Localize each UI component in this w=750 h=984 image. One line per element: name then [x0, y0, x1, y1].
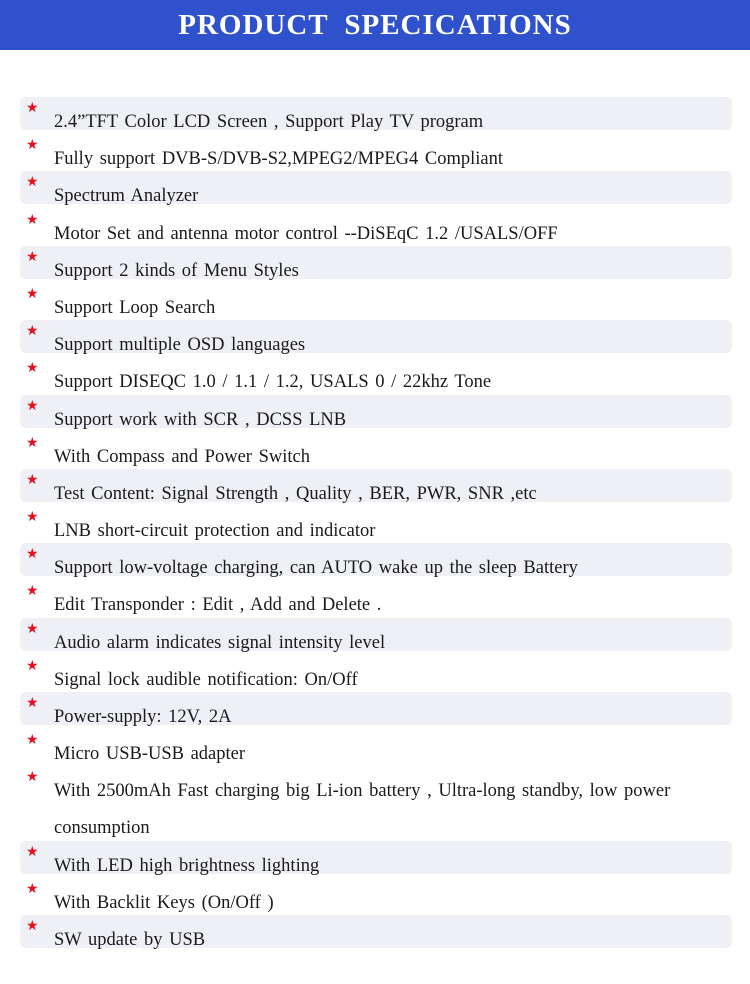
spec-text: Power-supply: 12V, 2A	[54, 707, 232, 727]
spec-item	[20, 915, 732, 948]
spec-text: SW update by USB	[54, 929, 206, 950]
star-icon: ★	[26, 880, 39, 897]
spec-item	[20, 841, 732, 874]
star-icon: ★	[26, 657, 39, 674]
spec-text: Support work with SCR , DCSS LNB	[54, 409, 347, 430]
star-icon: ★	[26, 137, 39, 154]
spec-item	[20, 209, 732, 242]
star-icon: ★	[26, 695, 39, 711]
star-icon: ★	[26, 323, 39, 340]
spec-item	[20, 171, 732, 207]
spec-item	[20, 692, 732, 725]
star-icon: ★	[26, 397, 39, 414]
spec-text: Support multiple OSD languages	[54, 335, 306, 356]
page-title: PRODUCT SPECICATIONS	[178, 8, 572, 41]
spec-item	[20, 729, 732, 765]
spec-text: Support Loop Search	[54, 297, 216, 318]
star-icon: ★	[26, 100, 39, 116]
star-icon: ★	[26, 583, 39, 600]
spec-text: With Compass and Power Switch	[54, 446, 310, 467]
star-icon: ★	[26, 285, 39, 302]
spec-item	[20, 320, 732, 356]
spec-text: Motor Set and antenna motor control --DiSEqC 1.2 /USALS/OFF	[54, 223, 558, 244]
star-icon: ★	[26, 546, 39, 563]
spec-text: 2.4”TFT Color LCD Screen , Support Play TV program	[54, 112, 484, 132]
star-icon: ★	[26, 360, 39, 377]
spec-item	[20, 543, 732, 579]
star-icon: ★	[26, 248, 39, 265]
spec-text: LNB short-circuit protection and indicator	[54, 521, 376, 542]
spec-item	[20, 766, 732, 839]
header-banner	[0, 0, 750, 50]
spec-text: With 2500mAh Fast charging big Li-ion battery , Ultra-long standby, low power consumption	[54, 781, 671, 839]
star-icon: ★	[26, 174, 39, 191]
spec-item	[20, 506, 732, 542]
spec-item	[20, 246, 732, 279]
spec-text: Support 2 kinds of Menu Styles	[54, 260, 299, 281]
star-icon: ★	[26, 620, 39, 637]
star-icon: ★	[26, 769, 39, 786]
star-icon: ★	[26, 843, 39, 860]
spec-item	[20, 432, 732, 465]
spec-text: Support low-voltage charging, can AUTO wake up the sleep Battery	[54, 558, 578, 579]
spec-text: Fully support DVB-S/DVB-S2,MPEG2/MPEG4 Compliant	[54, 149, 504, 170]
star-icon: ★	[26, 211, 39, 228]
star-icon: ★	[26, 917, 39, 934]
spec-item	[20, 580, 732, 616]
spec-list	[20, 97, 732, 952]
spec-text: Support DISEQC 1.0 / 1.1 / 1.2, USALS 0 / 22khz Tone	[54, 372, 492, 393]
spec-item	[20, 618, 732, 651]
spec-item	[20, 878, 732, 911]
spec-text: With LED high brightness lighting	[54, 855, 320, 876]
spec-text: With Backlit Keys (On/Off )	[54, 892, 274, 913]
spec-item	[20, 469, 732, 502]
spec-item	[20, 134, 732, 170]
star-icon: ★	[26, 732, 39, 749]
spec-text: Micro USB-USB adapter	[54, 744, 246, 765]
spec-text: Spectrum Analyzer	[54, 186, 199, 207]
star-icon: ★	[26, 509, 39, 526]
spec-text: Signal lock audible notification: On/Off	[54, 669, 358, 690]
spec-item	[20, 395, 732, 428]
star-icon: ★	[26, 434, 39, 451]
spec-text: Audio alarm indicates signal intensity level	[54, 632, 386, 653]
spec-text: Test Content: Signal Strength , Quality , BER, PWR, SNR ,etc	[54, 483, 537, 504]
spec-item	[20, 97, 732, 130]
spec-item	[20, 283, 732, 316]
spec-item	[20, 655, 732, 688]
star-icon: ★	[26, 471, 39, 488]
spec-item	[20, 357, 732, 393]
spec-text: Edit Transponder : Edit , Add and Delete .	[54, 595, 382, 616]
